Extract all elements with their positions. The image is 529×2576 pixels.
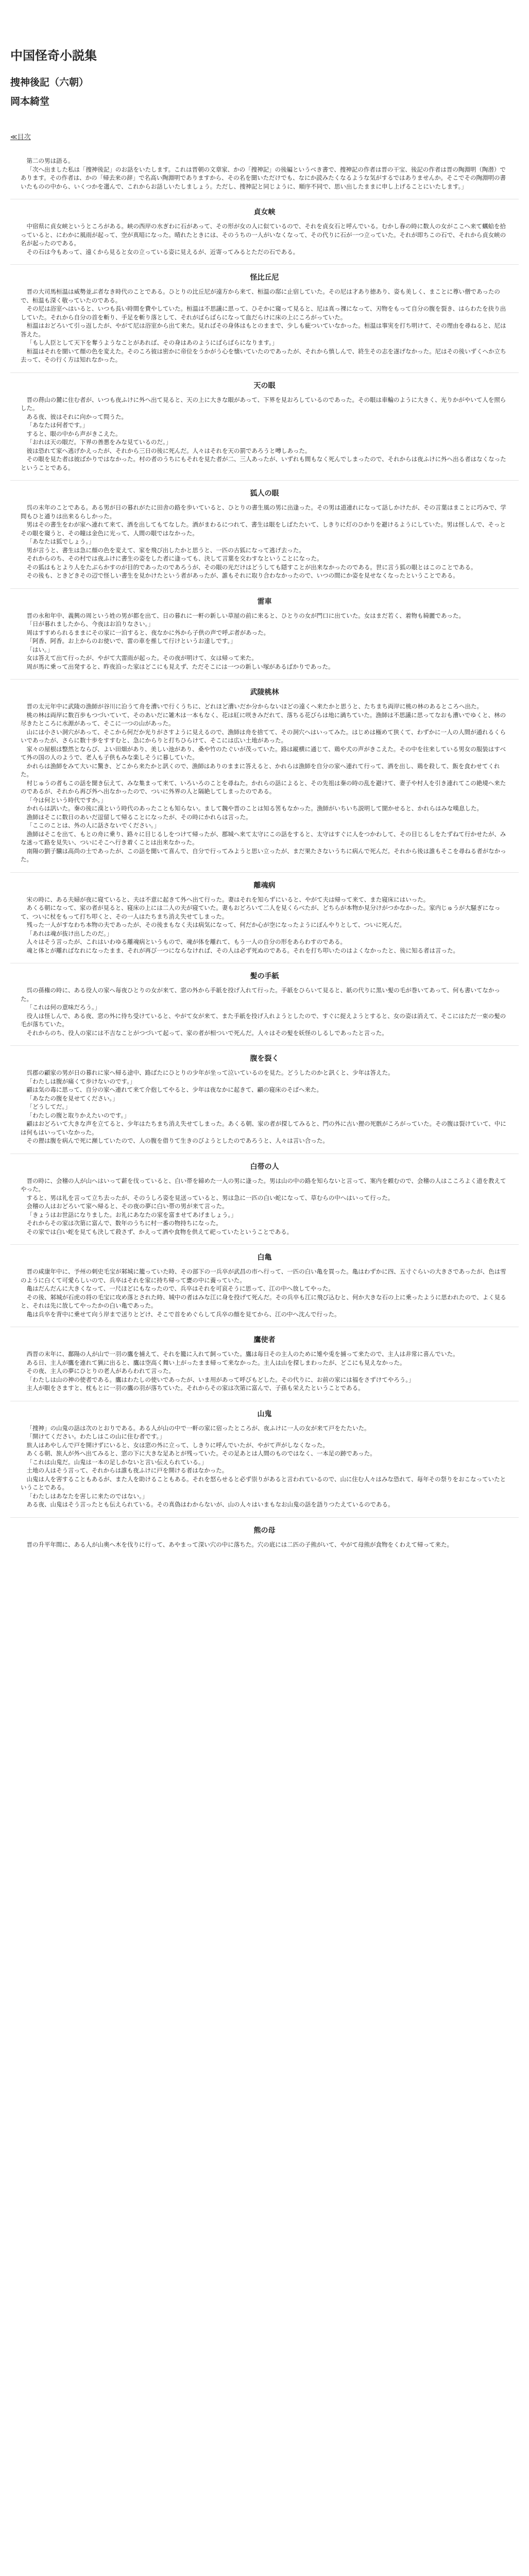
paragraph: 村じゅうの者もこの話を聞き伝えて、みな集まって来て、いろいろのことを尋ねた。かれらの話によると、その先祖は秦の時の乱を避けて、妻子や村人を引き連れてこの絶境へ来たのであるが、それから再び外へ出なかったので、ついに外界の人と隔絶してしまったのである。	[21, 779, 506, 795]
section-body	[10, 986, 519, 1037]
paragraph: 呉の孫権の時に、ある役人の家へ毎夜ひとりの女が来て、窓の外から手紙を投げ入れて行った。手紙をひらいて見ると、紙の代りに黒い髪の毛が巻いてあって、何も書いてなかった。	[21, 987, 500, 1003]
paragraph: 顧は気の毒に思って、自分の家へ連れて来て介抱してやると、少年は夜なかに起きて、顧の寝床のそばへ来た。	[26, 1086, 323, 1093]
section-heading: 白帯の人	[10, 1154, 519, 1177]
paragraph: 「これは山鬼だ。山鬼は一本の足しかないと言い伝えられている。」	[26, 1458, 208, 1466]
paragraph: 会稽の人はおどろいて家へ帰ると、その夜の夢に白い帯の男が来て言った。	[26, 1202, 228, 1210]
paragraph: その石は今もあって、遠くから見ると女の立っている姿に見えるが、近寄ってみるとただの石である。	[26, 248, 299, 256]
paragraph: 家々の屋根は整然とならび、よい田畑があり、美しい池があり、桑や竹のたぐいが茂っていた。路は縦横に通じて、鶏や犬の声がきこえた。その中を往来している男女の服装はすべて外の国の人のようで、老人も子供もみな楽しそうに暮していた。	[21, 745, 506, 761]
paragraph: 「日が暮れましたから、今夜はお泊りなさい。」	[26, 620, 154, 628]
section-heading: 怪比丘尼	[10, 264, 519, 287]
paragraph: 「おれは天の眼だ。下界の善悪をみな見ているのだ。」	[26, 438, 172, 446]
paragraph: その眼を見た者は彼ばかりではなかった。村の者のうちにもそれを見た者が二、三人あったが、いずれも間もなく死んでしまったので、それからは夜ふけに外へ出る者はなくなったということである。	[21, 455, 506, 471]
paragraph: 「きょうはお世話になりました。お礼にあなたの家を富ませてあげましょう。」	[26, 1211, 237, 1218]
paragraph: 宋の時に、ある夫婦が夜に寝ていると、夫は不意に起きて外へ出て行った。妻はそれを知らずにいると、やがて夫は帰って来て、また寝床にはいった。	[26, 895, 430, 903]
paragraph: 旅人はあやしんで戸を開けずにいると、女は窓の外に立って、しきりに呼んでいたが、やがて声がしなくなった。	[26, 1441, 329, 1449]
paragraph: ある夜、彼はそれに向かって問うた。	[26, 413, 127, 420]
section-heading: 雷車	[10, 588, 519, 612]
story-section	[10, 1154, 519, 1245]
paragraph: 呉郡の顧家の男が日の暮れに家へ帰る途中、路ばたにひとりの少年が坐って泣いているのを見た。どうしたのかと訊くと、少年は答えた。	[26, 1069, 394, 1076]
section-heading: 熊の母	[10, 1517, 519, 1540]
toc-link[interactable]	[10, 131, 519, 141]
paragraph: すると、眼の中から声がきこえた。	[26, 430, 122, 437]
paragraph: 「あなたの腹を見せてください。」	[26, 1094, 118, 1102]
paragraph: 「捜神」の山鬼の話は次のとおりである。ある人が山の中で一軒の家に宿ったところが、夜ふけに一人の女が来て戸をたたいた。	[26, 1424, 370, 1432]
story-section	[10, 588, 519, 680]
paragraph: 男が言うと、書生は急に顔の色を変えて、家を飛び出したかと思うと、一匹の古狐になって逃げ去った。	[26, 546, 305, 554]
paragraph: 主人が眼をさますと、枕もとに一羽の鷹の羽が落ちていた。それからその家は次第に富んで、子孫も栄えたということである。	[26, 1384, 364, 1392]
section-heading: 離魂病	[10, 872, 519, 895]
story-section	[10, 872, 519, 963]
paragraph: その後、邾城が石虎の将の毛宝に攻め落とされた時、城中の者はみな江に身を投げて死んだ。その兵卒も江に飛び込むと、何か大きな石の上に乗ったように思われたので、よく見ると、それは先に放してやったかの白い亀であった。	[21, 1293, 506, 1309]
paragraph: 山鬼は人を害することもあるが、また人を助けることもある。それを怒らせると必ず祟りがあると言われているので、山に住む人々はみな恐れて、毎年その祭りをおこなっていたということである。	[21, 1475, 506, 1491]
story-section	[10, 480, 519, 588]
paragraph: 西晋の末年に、鄱陽の人が山で一羽の鷹を捕えて、それを籠に入れて飼っていた。鷹は毎日その主人のために雉や兎を捕って来たので、主人は非常に喜んでいた。	[26, 1350, 459, 1358]
paragraph: 「次へ出ました私は「捜神後記」のお話をいたします。これは晋朝の文章家、かの「捜神記」の後編というべき書で、捜神記の作者は晋の干宝、後記の作者は晋の陶淵明（陶潜）であります。その作者は、かの「帰去来の辞」で名高い陶淵明でありますから、その名を聞いただけでも、なにか読みたくなるような気がするではありませんか。そこでその陶淵明の書いたものの中から、いくつかを選んで、これからお話しいたしましょう。ただし、捜神記と同じように、順序不同で、思い出したままに申し上げることにいたします。」	[21, 165, 506, 190]
paragraph: その夜、主人の夢にひとりの老人があらわれて言った。	[26, 1367, 175, 1375]
section-heading: 腹を裂く	[10, 1045, 519, 1069]
paragraph: あくる朝になって、家の者が見ると、寝床の上には二人の夫が寝ていた。妻もおどろいて二人を見くらべたが、どちらが本物か見分けがつかなかった。家内じゅうが大騒ぎになって、ついに杖をもって打ち叩くと、その一人はたちまち消え失せてしまった。	[21, 904, 501, 920]
paragraph: 人々はそう言ったが、これはいわゆる離魂病というもので、魂が体を離れて、もう一人の自分の形をあらわすのである。	[26, 938, 347, 945]
paragraph: 「あれは魂が抜け出したのだ。」	[26, 929, 113, 937]
story-section	[10, 1401, 519, 1517]
paragraph: 「あなたは狐でしょう。」	[26, 538, 95, 545]
paragraph: その狸は腹を病んで死に瀕していたので、人の腹を借りて生きのびようとしたのであろうと、人々は言い合った。	[26, 1137, 329, 1144]
paragraph: その後も、ときどきその辺で怪しい書生を見かけたという者があったが、誰もそれに取り合わなかったので、いつの間にか姿を見せなくなったということである。	[26, 572, 459, 579]
paragraph: 「阿香、阿香。お上からのお使いで、雷の車を推して行けというお達しです。」	[26, 637, 236, 645]
paragraph: あくる朝、旅人が外へ出てみると、窓の下に大きな足あとが残っていた。その足あとは人間のものではなく、一本足の跡であった。	[26, 1450, 376, 1457]
paragraph: 「今は何という時代ですか。」	[26, 796, 107, 804]
paragraph: 男はその書生をわが家へ連れて来て、酒を出してもてなした。酒がまわるにつれて、書生は眼をしばたたいて、しきりに灯のひかりを避けるようにしていた。男は怪しんで、そっとその眼を窺うと、その瞳は金色に光って、人間の眼ではなかった。	[21, 521, 506, 537]
story-section	[10, 679, 519, 872]
paragraph: 「わたしは腹が痛くて歩けないのです。」	[26, 1077, 136, 1085]
paragraph: それからのち、その村では夜ふけに書生の姿をした者に逢っても、決して言葉を交わすなということになった。	[26, 555, 323, 562]
paragraph: 呉の末年のことである。ある男が日の暮れがたに田舎の路を歩いていると、ひとりの書生風の男に出逢った。その男は道連れになって話しかけたが、その言葉はまことに巧みで、学問もひと通りは出来るらしかった。	[21, 504, 506, 520]
section-body	[10, 895, 519, 955]
story-section	[10, 1517, 519, 1557]
story-section	[10, 963, 519, 1045]
paragraph: 「もし人臣として天下を奪うようなことがあれば、その身はあのようにばらばらになります。」	[26, 339, 278, 346]
story-sections	[10, 157, 519, 1557]
paragraph: 桓温はそれを聞いて顔の色を変えた。そのころ彼は密かに帝位をうかがう心を懐いていたのであったが、それから慎しんで、終生その志を遂げなかった。尼はその後いずくへか立ち去って、その行く方は知れなかった。	[21, 347, 506, 363]
paragraph: 土地の人はそう言って、それからは誰も夜ふけに戸を開ける者はなかった。	[26, 1467, 228, 1474]
paragraph: その狐はもとより人をたぶらかすのが目的であったのであろうが、その眼の光だけはどうしても隠すことが出来なかったのである。世に言う狐の眼とはこのことである。	[26, 563, 477, 571]
paragraph: 晋の太元年中に武陵の漁師が谷川に沿うて舟を漕いで行くうちに、どれほど漕いだか分からないほどの遠くへ来たかと思うと、たちまち両岸に桃の林のあるところへ出た。	[26, 703, 483, 710]
paragraph: 周が馬に乗って出発すると、昨夜泊った家はどこにも見えず、ただそこには一つの新しい塚があるばかりであった。	[26, 663, 334, 670]
section-body	[10, 503, 519, 580]
paragraph: 晋の蒋山の麓に住む者が、いつも夜ふけに外へ出て見ると、天の上に大きな眼があって、下界を見おろしているのであった。その眼は車輪のように大きく、光りかがやいて人を照らした。	[21, 396, 506, 412]
paragraph: ある日、主人が鷹を連れて猟に出ると、鷹は空高く舞い上がったまま帰って来なかった。主人は山を探しまわったが、どこにも見えなかった。	[26, 1359, 406, 1366]
story-section	[10, 1244, 519, 1327]
story-section	[10, 199, 519, 264]
section-body	[10, 1424, 519, 1509]
paragraph: 残った一人がすなわち本物の夫であったが、その後まもなく夫は病気になって、何だか心が空になったようにぼんやりとして、ついに死んだ。	[26, 921, 405, 928]
paragraph: それからのち、役人の家には不吉なことがつづいて起って、家の者が相ついで死んだ。人々はその髪を妖怪のしるしであったと言った。	[26, 1029, 388, 1037]
paragraph: ある夜、山鬼はそう言ったとも伝えられている。その真偽はわからないが、山の人々はいまもなお山鬼の話を語りつたえているのである。	[26, 1501, 394, 1508]
paragraph: その尼は浴室へはいると、いつも長い時間を費やしていた。桓温は不思議に思って、ひそかに窺って見ると、尼は真っ裸になって、刃物をもって自分の腹を裂き、はらわたを抉り出していた。それから自分の首を斬り、手足を斬り落として、それがばらばらになって血だらけに床の上にころがっていた。	[21, 305, 506, 321]
story-section	[10, 157, 519, 199]
paragraph: 役人は怪しんで、ある夜、窓の外に待ち受けていると、やがて女が来て、また手紙を投げ入れようとしたので、すぐに捉えようとすると、女の姿は消えて、そこにはただ一束の髪の毛が落ちていた。	[21, 1012, 506, 1028]
paragraph: 周はすすめられるままにその家に一泊すると、夜なかに外から子供の声で呼ぶ者があった。	[26, 629, 269, 636]
paragraph: 「わたしの腹と取りかえたいのです。」	[26, 1111, 130, 1119]
story-section	[10, 264, 519, 372]
section-body	[10, 1540, 519, 1549]
paragraph: 彼は恐れて家へ逃げかえったが、それから三日の後に死んだ。人々はそれを天の罰であろうと噂しあった。	[26, 447, 311, 454]
paragraph: 「これは何の意味だろう。」	[26, 1004, 101, 1011]
section-body	[10, 396, 519, 472]
story-section	[10, 372, 519, 481]
paragraph: 中宿県に貞女峡というところがある。峡の西岸の水ぎわに石があって、その形が女の人に似ているので、それを貞女石と呼んでいる。むかし春の時に数人の女がここへ来て蠣蛤を拾っていると、にわかに風雨が起って、空が真暗になった。晴れたときには、そのうちの一人がいなくなって、その代りに石が一つ立っていた。それが即ちこの石で、それから貞女峡の名が起ったのである。	[21, 223, 506, 247]
paragraph: 「開けてください。わたしはこの山に住む者です。」	[26, 1433, 165, 1440]
paragraph: 第二の男は語る。	[26, 157, 74, 164]
paragraph: 「わたしはあなたを害しに来たのではない。」	[26, 1492, 148, 1500]
section-heading: 貞女峡	[10, 199, 519, 222]
paragraph: 南陽の劉子驥は高尚の士であったが、この話を聞いて喜んで、自分で行ってみようと思い立ったが、まだ果たさないうちに病んで死んだ。それから後は誰もそこを尋ねる者がなかった。	[21, 847, 506, 863]
section-heading: 鷹使者	[10, 1327, 519, 1350]
section-body	[10, 1350, 519, 1393]
paragraph: 「わたしは山の神の使者である。鷹はわたしの使いであったが、いま用があって呼びもどした。その代りに、お前の家には福をさずけてやろう。」	[26, 1376, 415, 1383]
paragraph: 漁師はそこに数日のあいだ逗留して帰ることになったが、その時にかれらは言った。	[26, 813, 252, 821]
paragraph: 晋の時に、会稽の人が山へはいって薪を伐っていると、白い帯を締めた一人の男に逢った。男は山の中の路を知らないと言って、案内を頼むので、会稽の人はこころよく道を教えてやった。	[21, 1177, 506, 1193]
paragraph: 漁師はそこを出て、もとの舟に乗り、路々に目じるしをつけて帰ったが、郡城へ来て太守にこの話をすると、太守はすぐに人をつかわして、その目じるしをたずねて行かせたが、みな迷って路を見失い、ついにそこへ行き着くことは出来なかった。	[21, 830, 506, 846]
paragraph: 「はい。」	[26, 646, 54, 653]
section-heading: 髪の手紙	[10, 963, 519, 986]
section-body	[10, 612, 519, 671]
paragraph: 女は答えて出て行ったが、やがて大雷雨が起った。その夜が明けて、女は帰って来た。	[26, 654, 258, 662]
story-section	[10, 1045, 519, 1154]
paragraph: 亀は兵卒を背中に乗せて向う岸まで送りとどけ、そこで首をめぐらして兵卒の顔を見てから、江の中へ沈んで行った。	[26, 1310, 340, 1318]
section-body	[10, 287, 519, 364]
section-body	[10, 157, 519, 191]
paragraph: 晋の升平年間に、ある人が山奥へ木を伐りに行って、あやまって深い穴の中に落ちた。穴の底には二匹の子熊がいて、やがて母熊が食物をくわえて帰って来た。	[26, 1540, 453, 1548]
section-body	[10, 1267, 519, 1318]
paragraph: 「どうしてだ。」	[26, 1103, 71, 1110]
paragraph: 晋の永和年中、義興の周という姓の男が都を出て、日の暮れに一軒の新しい草屋の前に来ると、ひとりの女が門口に出ていた。女はまだ若く、着物も綺麗であった。	[26, 612, 465, 619]
paragraph: かれらは訊いた。秦の後に漢という時代のあったことも知らない。まして魏や晋のことは知る筈もなかった。漁師がいちいち説明して聞かせると、かれらはみな嘆息した。	[26, 805, 483, 812]
paragraph: その家では白い蛇を見ても決して殺さず、かえって酒や食物を供えて祀っていたということである。	[26, 1228, 293, 1235]
paragraph: 晋の咸康年中に、予州の刺史毛宝が邾城に籠っていた時、その部下の一兵卒が武昌の市へ行って、一匹の白い亀を買った。亀はわずかに四、五寸ぐらいの大きさであったが、色は雪のように白くて可愛らしいので、兵卒はそれを家に持ち帰って甕の中に養っていた。	[21, 1268, 506, 1284]
paragraph: 桃の林は両岸に数百歩もつづいていて、そのあいだに雑木は一本もなく、花は紅に咲きみだれて、落ちる花びらは地に満ちていた。漁師は不思議に思ってなおも漕いでゆくと、林の尽きたところに水源があって、そこに一つの山があった。	[21, 711, 506, 727]
paragraph: 「ここのことは、外の人に話さないでください。」	[26, 822, 160, 829]
section-body	[10, 702, 519, 864]
paragraph: 桓温はおどろいて引っ返したが、やがて尼は浴室から出て来た。見ればその身体はもとのままで、少しも疵ついていなかった。桓温は事実を打ち明けて、その理由を尋ねると、尼は答えた。	[21, 322, 506, 338]
story-section	[10, 1327, 519, 1401]
book-title: 中国怪奇小説集	[10, 48, 97, 63]
paragraph: 魂と体とが離ればなれになったまま、それが再び一つにならなければ、その人は必ず死ぬのである。それを打ち叩いたのはよくなかったと、後に知る者は言った。	[26, 946, 459, 954]
paragraph: 顧はおどろいて大きな声を立てると、少年はたちまち消え失せてしまった。あくる朝、家の者が探してみると、門の外に古い狸の死骸がころがっていた。その腹は裂けていて、中には何もはいっていなかった。	[21, 1120, 506, 1136]
paragraph: 亀はだんだんに大きくなって、一尺ほどにもなったので、兵卒はそれを可哀そうに思って、江の中へ放してやった。	[26, 1285, 334, 1292]
author-name: 岡本綺堂	[10, 96, 50, 107]
paragraph: それからその家は次第に富んで、数年のうちに村一番の物持ちになった。	[26, 1219, 222, 1227]
section-heading: 狐人の眼	[10, 480, 519, 503]
toc-link-label[interactable]: ≪目次	[10, 133, 31, 141]
section-heading: 白亀	[10, 1244, 519, 1267]
paragraph: 山には小さい洞穴があって、そこから何だか光りがさすように見えるので、漁師は舟を捨てて、その洞穴へはいってみた。はじめは極めて狭くて、わずかに一人の人間が通れるくらいであったが、さらに数十歩をすすむと、急にからりと打ちひらけて、そこには広い土地があった。	[21, 728, 506, 744]
section-body	[10, 1177, 519, 1236]
paragraph: かれらは漁師をみて大いに驚き、どこから来たかと訊くので、漁師はありのままに答えると、かれらは漁師を自分の家へ連れて行って、酒を出し、鶏を殺して、飯を食わせてくれた。	[21, 762, 500, 778]
paragraph: 「あなたは何者です。」	[26, 421, 89, 429]
section-body	[10, 1069, 519, 1145]
paragraph: すると、男は礼を言って立ち去ったが、そのうしろ姿を見送っていると、男は急に一匹の白い蛇になって、草むらの中へはいって行った。	[26, 1194, 394, 1201]
section-heading: 天の眼	[10, 372, 519, 396]
book-subtitle: 捜神後記（六朝）	[10, 77, 89, 88]
paragraph: 晋の大司馬桓温は威勢並ぶ者なき時代のことである。ひとりの比丘尼が遠方から来て、桓温の邸に止宿していた。その尼は才あり徳あり、姿も美しく、まことに尊い僧であったので、桓温も深く敬っていたのである。	[21, 288, 500, 304]
section-body	[10, 222, 519, 256]
section-heading: 武陵桃林	[10, 679, 519, 702]
section-heading: 山鬼	[10, 1401, 519, 1424]
